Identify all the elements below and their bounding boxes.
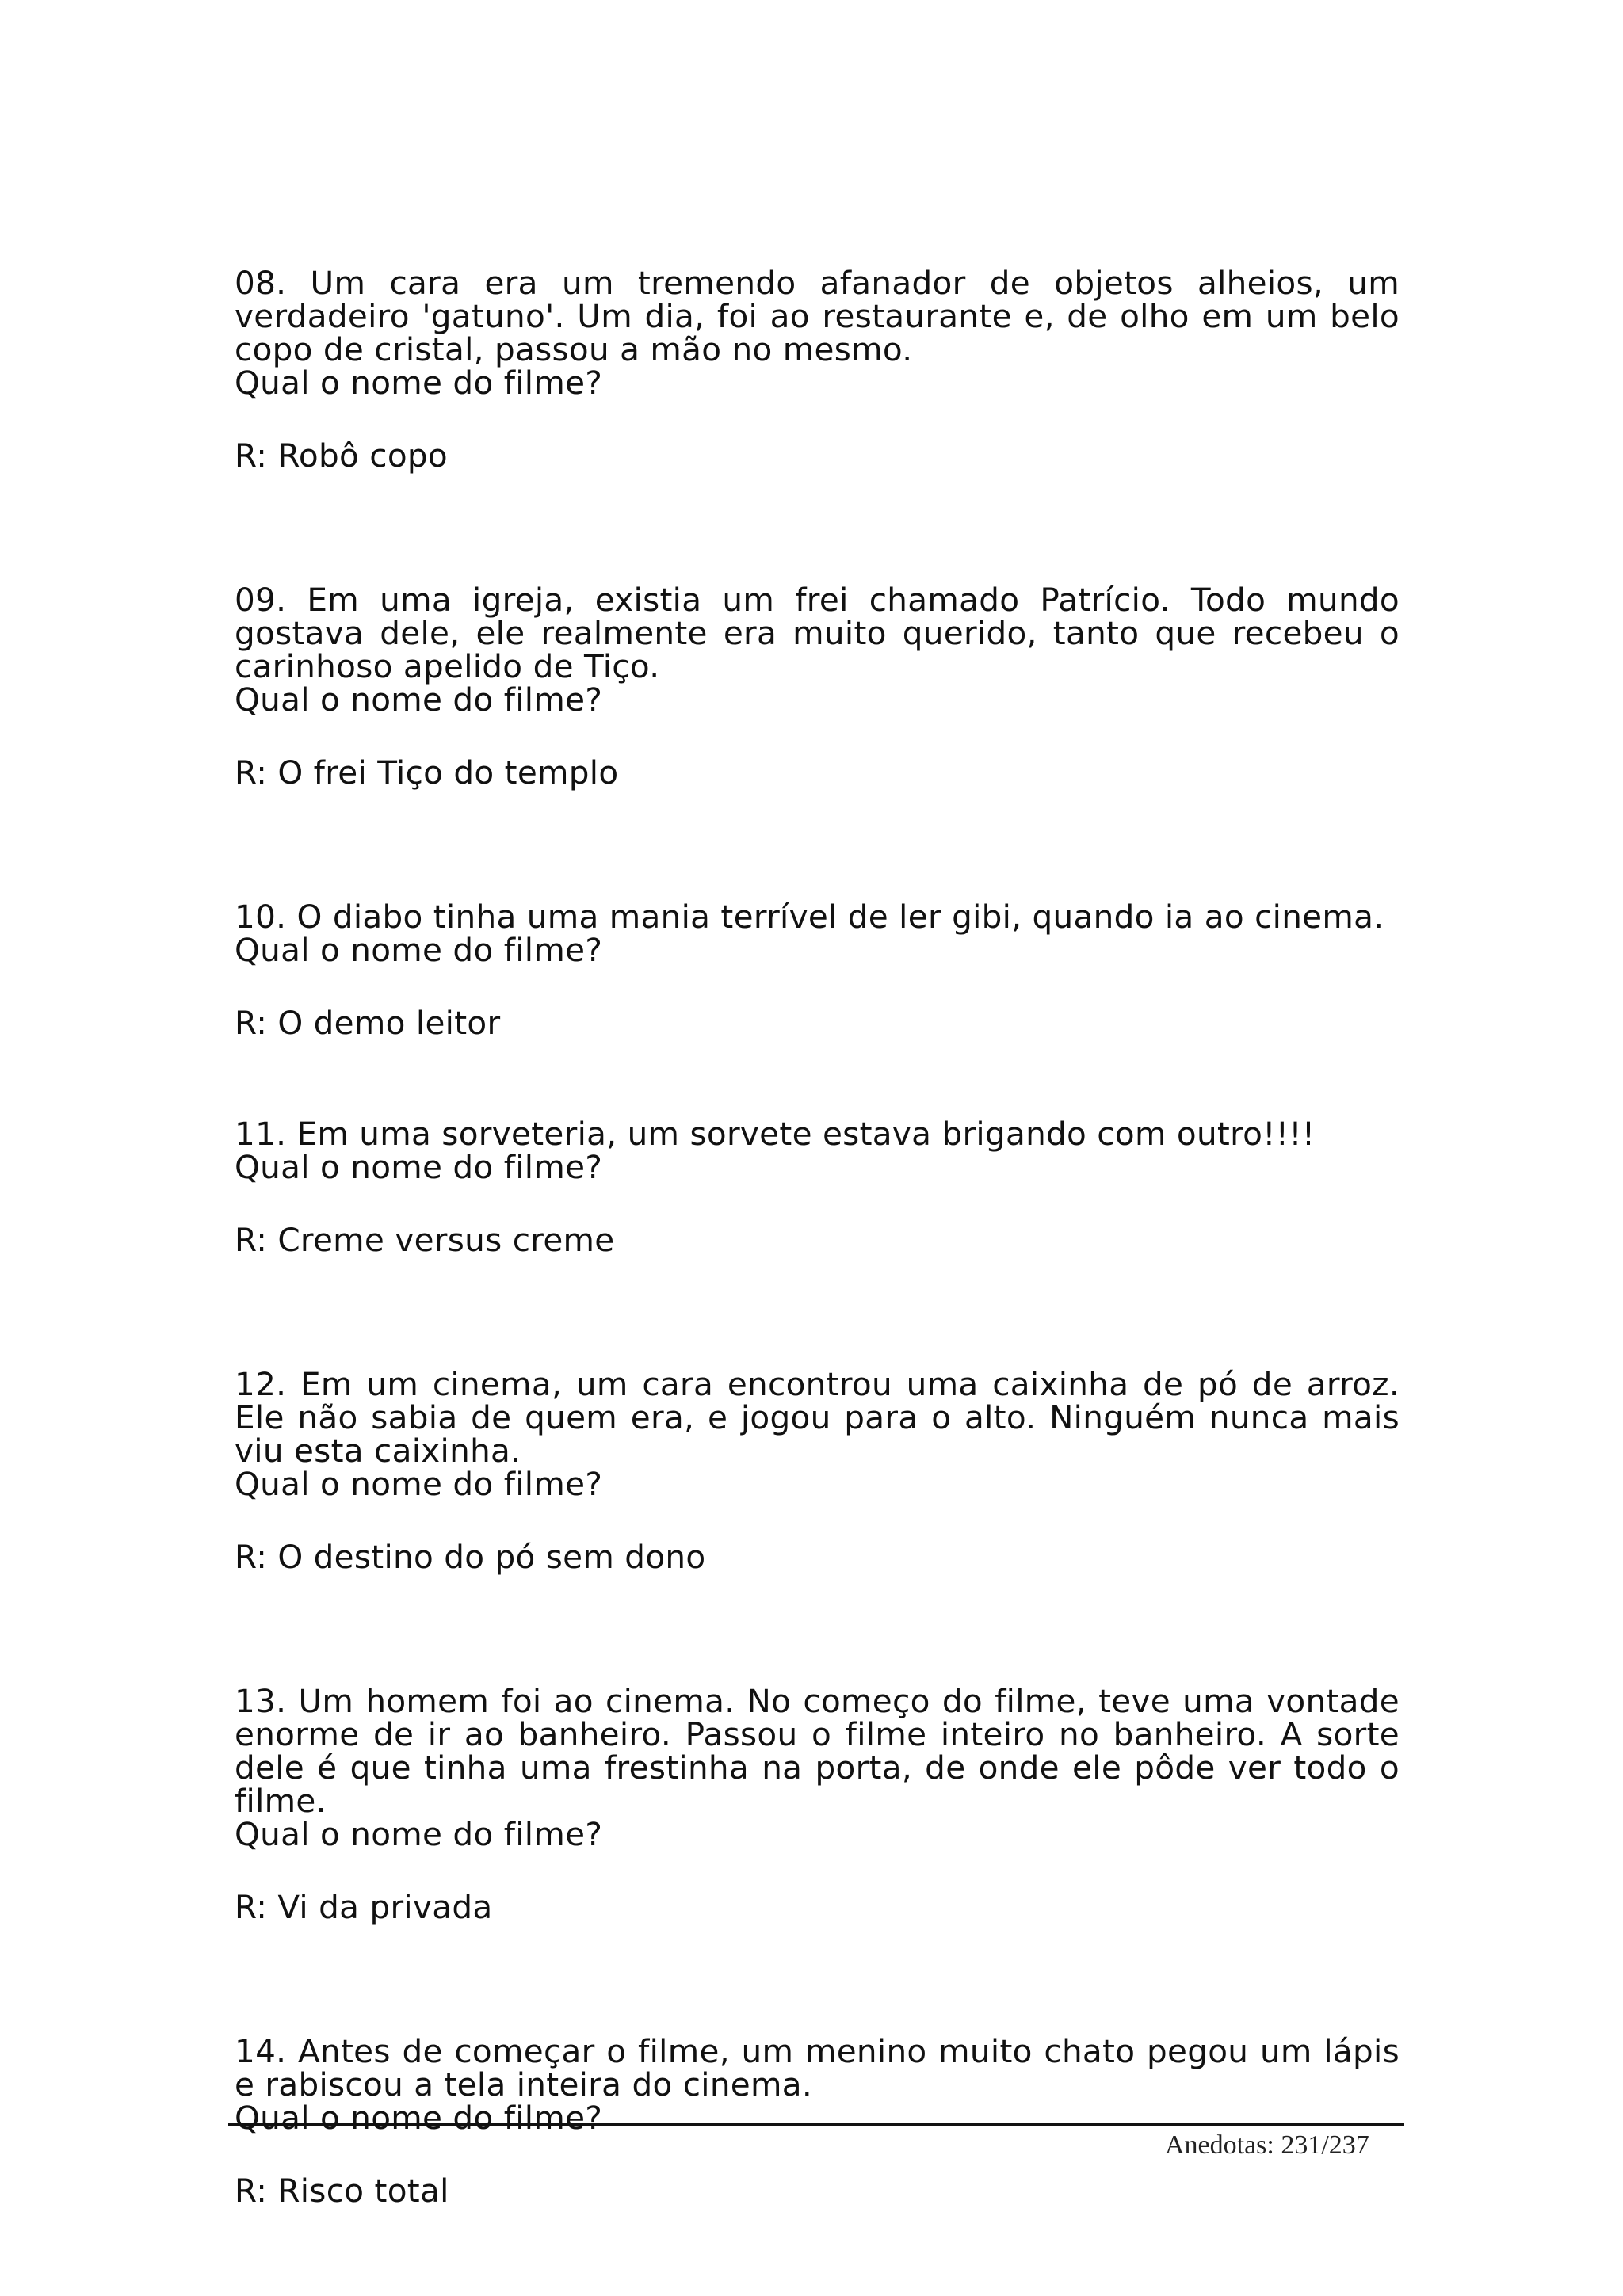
joke-prompt: Qual o nome do filme? [235,364,603,402]
joke-entry-09 [235,583,1400,789]
footer-rule [228,2123,1404,2126]
joke-entry-12 [235,1365,1400,1576]
page-content [235,264,1400,2210]
joke-answer: R: Risco total [235,2172,449,2210]
page-number-footer: Anedotas: 231/237 [1165,2130,1369,2160]
joke-question: 10. O diabo tinha uma mania terrível de ler gibi, quando ia ao cinema. [235,898,1384,936]
joke-question: 12. Em um cinema, um cara encontrou uma caixinha de pó de arroz. Ele não sabia de quem era, e jogou para o alto. Ninguém nunca mais viu esta caixinha. [235,1365,1400,1470]
joke-prompt: Qual o nome do filme? [235,681,603,719]
joke-prompt: Qual o nome do filme? [235,1465,603,1503]
joke-entry-10 [235,898,1400,1042]
joke-entry-08 [235,264,1400,475]
joke-answer: R: O demo leitor [235,1004,501,1042]
joke-answer: R: O destino do pó sem dono [235,1538,706,1576]
joke-question: 14. Antes de começar o filme, um menino muito chato pegou um lápis e rabiscou a tela inteira do cinema. [235,2032,1400,2103]
joke-answer: R: Creme versus creme [235,1221,615,1259]
joke-question: 09. Em uma igreja, existia um frei chamado Patrício. Todo mundo gostava dele, ele realmente era muito querido, tanto que recebeu o carinhoso apelido de Tiço. [235,581,1400,685]
joke-entry-14 [235,2032,1400,2210]
joke-answer: R: O frei Tiço do templo [235,753,619,791]
joke-question: 11. Em uma sorveteria, um sorvete estava brigando com outro!!!! [235,1115,1316,1153]
joke-entry-11 [235,1117,1400,1257]
joke-prompt: Qual o nome do filme? [235,931,603,969]
joke-prompt: Qual o nome do filme? [235,1148,603,1186]
joke-answer: R: Vi da privada [235,1888,493,1926]
joke-question: 08. Um cara era um tremendo afanador de objetos alheios, um verdadeiro 'gatuno'. Um dia, foi ao restaurante e, de olho em um belo copo de cristal, passou a mão no mesmo. [235,264,1400,368]
joke-question: 13. Um homem foi ao cinema. No começo do filme, teve uma vontade enorme de ir ao banheiro. Passou o filme inteiro no banheiro. A sorte dele é que tinha uma frestinha na porta, de onde ele pôde ver todo o filme. [235,1682,1400,1820]
joke-prompt: Qual o nome do filme? [235,1815,603,1853]
joke-answer: R: Robô copo [235,437,449,475]
joke-prompt: Qual o nome do filme? [235,2099,603,2137]
joke-entry-13 [235,1684,1400,1924]
